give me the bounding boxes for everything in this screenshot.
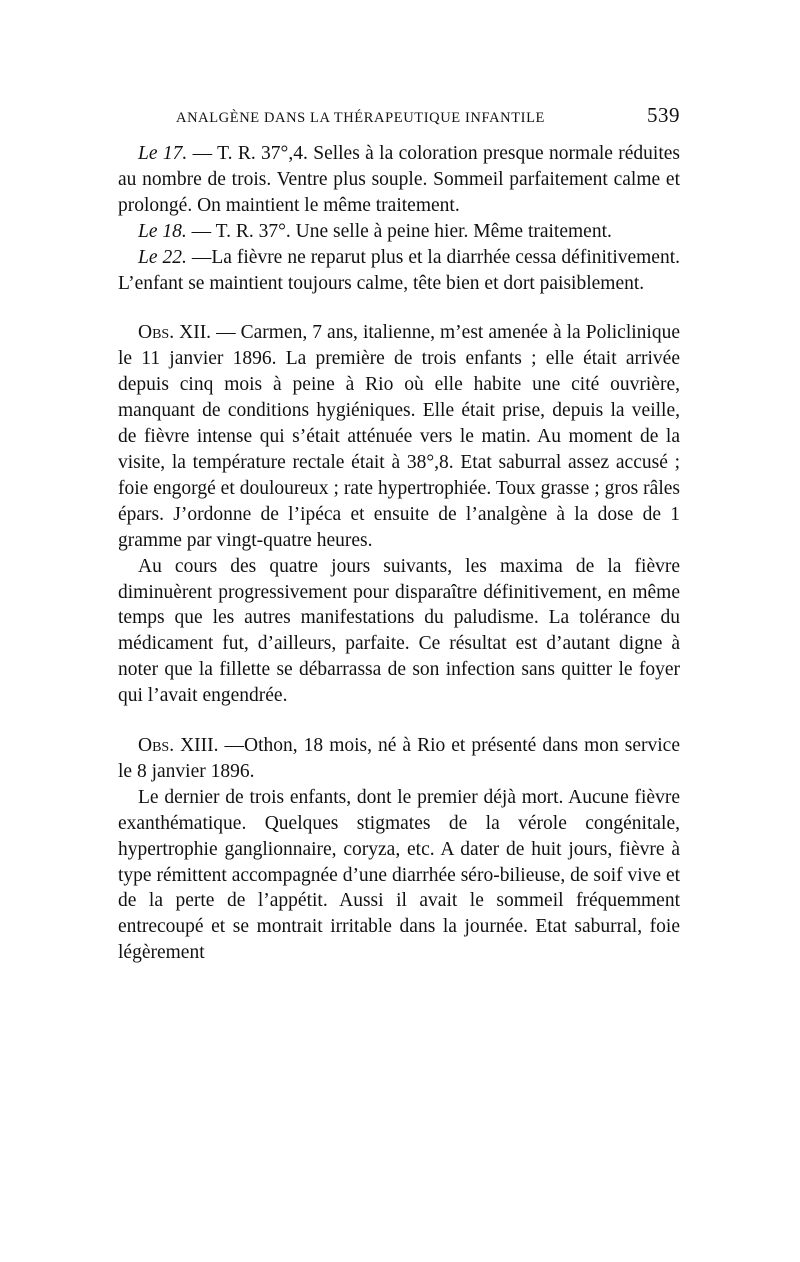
observation-xiii xyxy=(118,733,680,785)
entry-day-18 xyxy=(118,219,680,245)
running-title: ANALGÈNE DANS LA THÉRAPEUTIQUE INFANTILE xyxy=(176,110,546,126)
entry-day-22 xyxy=(118,245,680,297)
section-gap xyxy=(118,296,680,320)
entry-date: Le 17. xyxy=(138,143,188,164)
observation-label: Obs. XIII. xyxy=(138,735,219,757)
section-gap xyxy=(118,709,680,733)
observation-xii-paragraph-2: Au cours des quatre jours suivants, les maxima de la fièvre diminuèrent progressivement pour disparaître définitivement, en même temps que les autres manifestations du paludisme. La tolérance du médicament fut, d’ailleurs, parfaite. Ce résultat est d’autant digne à noter que la fillette se débarrassa de son infection sans quitter le foyer qui l’avait engendrée. xyxy=(118,555,680,707)
entry-text: —La fièvre ne reparut plus et la diarrhée cessa définitivement. L’enfant se maintient toujours calme, tête bien et dort paisiblement. xyxy=(118,246,681,294)
entry-date: Le 22. xyxy=(138,246,187,268)
observation-text: —Othon, 18 mois, né à Rio et présenté dans mon service le 8 janvier 1896. xyxy=(118,735,680,782)
observation-text: — Carmen, 7 ans, italienne, m’est amenée à la Policlinique le 11 janvier 1896. La première de trois enfants ; elle était arrivée depuis cinq mois à peine à Rio où elle habite une cité ouvrière, manquant de conditions hygiéniques. Elle était prise, depuis la veille, de fièvre intense qui s’était atténuée vers le matin. Au moment de la visite, la température rectale était à 38°,8. Etat saburral assez accusé ; foie engorgé et douloureux ; rate hypertrophiée. Toux grasse ; gros râles épars. J’ordonne de l’ipéca et ensuite de l’analgène à la dose de 1 gramme par vingt-quatre heures. xyxy=(118,322,680,551)
page-number: 539 xyxy=(647,103,680,127)
observation-label: Obs. XII. xyxy=(138,322,212,344)
entry-text: — T. R. 37°,4. Selles à la coloration presque normale réduites au nombre de trois. Ventre plus souple. Sommeil parfaitement calme et prolongé. On maintient le même traitement. xyxy=(118,143,681,216)
observation-xiii-paragraph-2: Le dernier de trois enfants, dont le premier déjà mort. Aucune fièvre exanthématique. Quelques stigmates de la vérole congénitale, hypertrophie ganglionnaire, coryza, etc. A dater de huit jours, fièvre à type rémittent accompagnée d’une diarrhée séro-bilieuse, de soif vive et de la perte de l’appétit. Aussi il avait le sommeil fréquemment entrecoupé et se montrait irritable dans la journée. Etat saburral, foie légèrement xyxy=(118,786,681,964)
entry-day-17 xyxy=(118,141,680,219)
book-page xyxy=(118,103,680,966)
entry-date: Le 18. xyxy=(138,220,187,242)
observation-xii xyxy=(118,320,680,553)
running-head xyxy=(118,103,680,141)
entry-text: — T. R. 37°. Une selle à peine hier. Même traitement. xyxy=(186,220,612,242)
